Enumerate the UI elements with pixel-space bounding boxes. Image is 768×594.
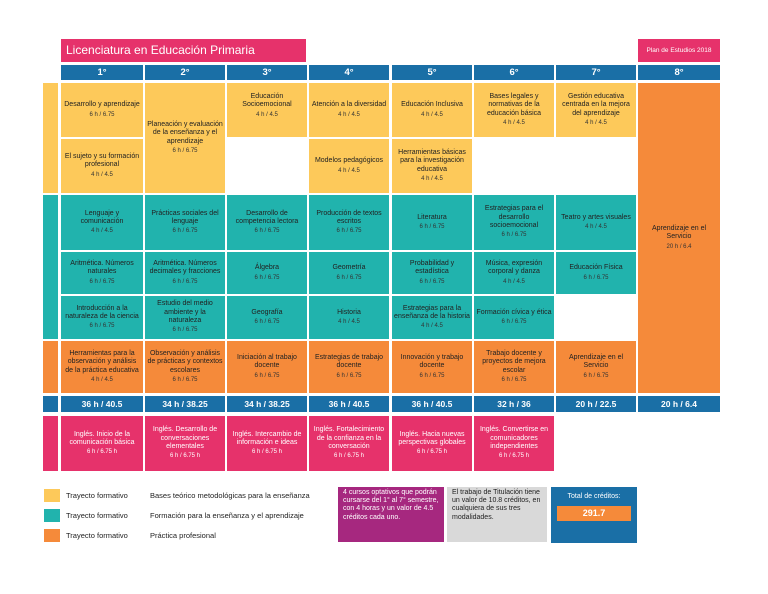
course-name: Atención a la diversidad bbox=[311, 101, 387, 109]
course-cell bbox=[309, 195, 389, 250]
course-hours: 6 h / 6.75 bbox=[419, 372, 445, 379]
course-hours: 6 h / 6.75 bbox=[583, 274, 609, 281]
english-course-cell bbox=[145, 416, 225, 471]
course-name: Producción de textos escritos bbox=[316, 209, 382, 225]
english-course-cell bbox=[227, 416, 307, 471]
course-cell bbox=[392, 341, 472, 393]
course-name: Historia bbox=[337, 308, 361, 316]
course-cell bbox=[145, 195, 225, 250]
semester-total: 36 h / 40.5 bbox=[392, 396, 472, 412]
titulacion-note: El trabajo de Titulación tiene un valor de 10.8 créditos, en cualquiera de sus tres modalidades. bbox=[447, 487, 547, 542]
course-name: Inglés. Inicio de la comunicación básica bbox=[69, 430, 135, 446]
course-name: Música, expresión corporal y danza bbox=[485, 260, 543, 276]
course-cell bbox=[227, 83, 307, 137]
course-cell bbox=[227, 252, 307, 294]
course-hours: 4 h / 4.5 bbox=[585, 224, 607, 230]
course-cell bbox=[61, 296, 143, 339]
course-name: Inglés. Intercambio de información e ideas bbox=[232, 430, 302, 446]
course-cell bbox=[309, 341, 389, 393]
course-hours: 20 h / 6.4 bbox=[666, 243, 692, 250]
course-hours: 6 h / 6.75 bbox=[89, 323, 115, 330]
course-name: Estrategias para el desarrollo socioemocional bbox=[484, 205, 544, 229]
course-name: El sujeto y su formación profesional bbox=[64, 153, 140, 169]
course-cell bbox=[61, 252, 143, 294]
course-name: Teatro y artes visuales bbox=[561, 213, 631, 221]
course-name: Desarrollo de competencia lectora bbox=[235, 209, 299, 225]
course-cell bbox=[474, 83, 554, 137]
course-hours: 4 h / 4.5 bbox=[91, 171, 113, 178]
course-hours: 6 h / 6.75 bbox=[501, 232, 527, 239]
course-hours: 6 h / 6.75 bbox=[172, 147, 198, 154]
course-hours: 6 h / 6.75 bbox=[172, 376, 198, 383]
course-hours: 6 h / 6.75 bbox=[419, 278, 445, 285]
course-hours: 6 h / 6.75 bbox=[254, 372, 280, 379]
semester-header-5: 5° bbox=[392, 65, 472, 80]
course-cell bbox=[61, 195, 143, 250]
semester-total: 20 h / 22.5 bbox=[556, 396, 636, 412]
credits-box bbox=[551, 487, 637, 543]
semester-total: 34 h / 38.25 bbox=[227, 396, 307, 412]
course-hours: 4 h / 4.5 bbox=[421, 111, 443, 118]
course-cell bbox=[638, 83, 720, 393]
course-cell bbox=[61, 139, 143, 193]
course-hours: 6 h / 6.75 bbox=[336, 228, 362, 235]
course-name: Inglés. Convertirse en comunicadores independientes bbox=[479, 426, 549, 450]
course-hours: 4 h / 4.5 bbox=[503, 278, 525, 285]
course-hours: 6 h / 6.75 bbox=[172, 327, 198, 334]
english-bar bbox=[43, 416, 58, 471]
course-cell bbox=[145, 341, 225, 393]
course-name: Trabajo docente y proyectos de mejora escolar bbox=[482, 349, 546, 374]
credits-value: 291.7 bbox=[557, 506, 631, 521]
course-hours: 6 h / 6.75 bbox=[254, 319, 280, 325]
course-name: Observación y análisis de prácticas y contextos escolares bbox=[147, 349, 223, 374]
course-name: Estudio del medio ambiente y la naturaleza bbox=[157, 300, 213, 324]
course-cell bbox=[145, 252, 225, 294]
course-hours: 6 h / 6.75 h bbox=[333, 453, 365, 460]
course-hours: 6 h / 6.75 bbox=[336, 372, 362, 379]
course-hours: 4 h / 4.5 bbox=[503, 119, 525, 126]
course-cell bbox=[227, 296, 307, 339]
legend-desc: Formación para la enseñanza y el aprendizaje bbox=[150, 511, 304, 520]
course-hours: 6 h / 6.75 bbox=[172, 278, 198, 285]
course-name: Desarrollo y aprendizaje bbox=[64, 101, 140, 109]
course-cell bbox=[474, 252, 554, 294]
course-name: Inglés. Hacia nuevas perspectivas globales bbox=[398, 430, 466, 446]
course-cell bbox=[474, 296, 554, 339]
course-name: Innovación y trabajo docente bbox=[400, 354, 464, 370]
credits-label: Total de créditos: bbox=[567, 493, 621, 500]
course-name: Aprendizaje en el Servicio bbox=[568, 354, 624, 370]
course-hours: 6 h / 6.75 h bbox=[251, 449, 283, 456]
semester-header-6: 6° bbox=[474, 65, 554, 80]
course-hours: 6 h / 6.75 bbox=[336, 274, 362, 281]
legend-label: Trayecto formativo bbox=[66, 491, 128, 500]
course-name: Gestión educativa centrada en la mejora del aprendizaje bbox=[562, 92, 630, 117]
course-hours: 6 h / 6.75 h bbox=[169, 453, 201, 460]
course-cell bbox=[556, 252, 636, 294]
course-cell bbox=[474, 195, 554, 250]
semester-header-3: 3° bbox=[227, 65, 307, 80]
trayecto-bar-bases bbox=[43, 83, 58, 193]
course-hours: 6 h / 6.75 bbox=[501, 376, 527, 383]
course-name: Estrategias para la enseñanza de la historia bbox=[394, 304, 470, 320]
course-hours: 4 h / 4.5 bbox=[338, 111, 360, 118]
english-course-cell bbox=[309, 416, 389, 471]
course-name: Introducción a la naturaleza de la ciencia bbox=[65, 304, 139, 320]
course-hours: 6 h / 6.75 bbox=[89, 278, 115, 285]
course-name: Geografía bbox=[251, 308, 283, 316]
course-cell bbox=[309, 296, 389, 339]
course-hours: 6 h / 6.75 h bbox=[498, 453, 530, 460]
english-course-cell bbox=[474, 416, 554, 471]
course-name: Prácticas sociales del lenguaje bbox=[151, 209, 219, 225]
course-name: Inglés. Desarrollo de conversaciones elementales bbox=[152, 426, 218, 450]
course-cell bbox=[61, 83, 143, 137]
course-name: Aritmética. Números decimales y fracciones bbox=[149, 260, 221, 276]
course-hours: 6 h / 6.75 bbox=[583, 372, 609, 379]
course-hours: 6 h / 6.75 bbox=[501, 319, 527, 325]
course-name: Planeación y evaluación de la enseñanza y el aprendizaje bbox=[147, 120, 223, 145]
course-hours: 6 h / 6.75 h bbox=[86, 449, 118, 456]
program-title: Licenciatura en Educación Primaria bbox=[61, 39, 306, 62]
course-cell bbox=[392, 252, 472, 294]
semester-total: 32 h / 36 bbox=[474, 396, 554, 412]
course-name: Iniciación al trabajo docente bbox=[237, 354, 297, 370]
course-cell bbox=[227, 195, 307, 250]
course-cell bbox=[145, 296, 225, 339]
course-name: Herramientas básicas para la investigación educativa bbox=[398, 148, 466, 173]
course-name: Educación Socioemocional bbox=[242, 93, 292, 109]
course-cell bbox=[556, 83, 636, 137]
english-course-cell bbox=[61, 416, 143, 471]
course-name: Álgebra bbox=[254, 264, 280, 272]
course-name: Literatura bbox=[417, 213, 447, 221]
course-cell bbox=[227, 341, 307, 393]
course-hours: 4 h / 4.5 bbox=[585, 119, 607, 126]
semester-header-7: 7° bbox=[556, 65, 636, 80]
course-hours: 4 h / 4.5 bbox=[91, 376, 113, 383]
course-name: Educación Inclusiva bbox=[401, 101, 463, 109]
course-hours: 6 h / 6.75 h bbox=[416, 449, 448, 456]
course-cell bbox=[392, 195, 472, 250]
semester-header-1: 1° bbox=[61, 65, 143, 80]
semester-total: 34 h / 38.25 bbox=[145, 396, 225, 412]
course-cell bbox=[309, 139, 389, 193]
course-name: Bases legales y normativas de la educación básica bbox=[486, 92, 542, 117]
trayecto-bar-formacion bbox=[43, 195, 58, 339]
semester-header-4: 4° bbox=[309, 65, 389, 80]
course-cell bbox=[309, 252, 389, 294]
course-cell bbox=[392, 296, 472, 339]
optativos-note: 4 cursos optativos que podrán cursarse del 1° al 7° semestre, con 4 horas y un valor de 4.5 créditos cada uno. bbox=[338, 487, 444, 542]
legend-swatch-practica bbox=[44, 529, 60, 542]
course-hours: 6 h / 6.75 bbox=[172, 228, 198, 235]
legend-label: Trayecto formativo bbox=[66, 511, 128, 520]
course-name: Probabilidad y estadística bbox=[409, 260, 455, 276]
course-hours: 4 h / 4.5 bbox=[256, 111, 278, 118]
course-hours: 4 h / 4.5 bbox=[338, 319, 360, 325]
semester-header-2: 2° bbox=[145, 65, 225, 80]
semester-total: 36 h / 40.5 bbox=[61, 396, 143, 412]
course-hours: 6 h / 6.75 bbox=[254, 274, 280, 281]
course-cell bbox=[474, 341, 554, 393]
course-hours: 4 h / 4.5 bbox=[338, 167, 360, 174]
legend-desc: Práctica profesional bbox=[150, 531, 216, 540]
course-name: Herramientas para la observación y análisis de la práctica educativa bbox=[65, 349, 139, 374]
course-name: Lenguaje y comunicación bbox=[80, 209, 124, 225]
course-cell bbox=[556, 195, 636, 250]
course-hours: 4 h / 4.5 bbox=[421, 175, 443, 182]
course-cell bbox=[392, 83, 472, 137]
course-cell bbox=[309, 83, 389, 137]
course-hours: 6 h / 6.75 bbox=[89, 111, 115, 118]
course-hours: 6 h / 6.75 bbox=[254, 228, 280, 235]
course-name: Aprendizaje en el Servicio bbox=[651, 225, 707, 241]
course-cell bbox=[392, 139, 472, 193]
course-hours: 4 h / 4.5 bbox=[91, 228, 113, 235]
course-cell bbox=[145, 83, 225, 193]
course-name: Inglés. Fortalecimiento de la confianza en la conversación bbox=[313, 426, 385, 450]
semester-total: 20 h / 6.4 bbox=[638, 396, 720, 412]
course-hours: 6 h / 6.75 bbox=[419, 224, 445, 230]
legend-label: Trayecto formativo bbox=[66, 531, 128, 540]
legend-swatch-formacion bbox=[44, 509, 60, 522]
course-name: Geometría bbox=[332, 264, 366, 272]
legend-swatch-bases bbox=[44, 489, 60, 502]
semester-total: 36 h / 40.5 bbox=[309, 396, 389, 412]
course-name: Formación cívica y ética bbox=[476, 308, 552, 316]
english-course-cell bbox=[392, 416, 472, 471]
course-name: Modelos pedagógicos bbox=[314, 157, 384, 165]
trayecto-bar-practica bbox=[43, 341, 58, 393]
course-name: Estrategias de trabajo docente bbox=[314, 354, 384, 370]
plan-label: Plan de Estudios 2018 bbox=[638, 39, 720, 62]
course-cell bbox=[61, 341, 143, 393]
course-cell bbox=[556, 341, 636, 393]
semester-header-8: 8° bbox=[638, 65, 720, 80]
course-name: Educación Física bbox=[569, 264, 623, 272]
course-name: Aritmética. Números naturales bbox=[70, 260, 134, 276]
legend-desc: Bases teórico metodológicas para la enseñanza bbox=[150, 491, 310, 500]
course-hours: 4 h / 4.5 bbox=[421, 323, 443, 330]
totals-row-marker bbox=[43, 396, 58, 412]
